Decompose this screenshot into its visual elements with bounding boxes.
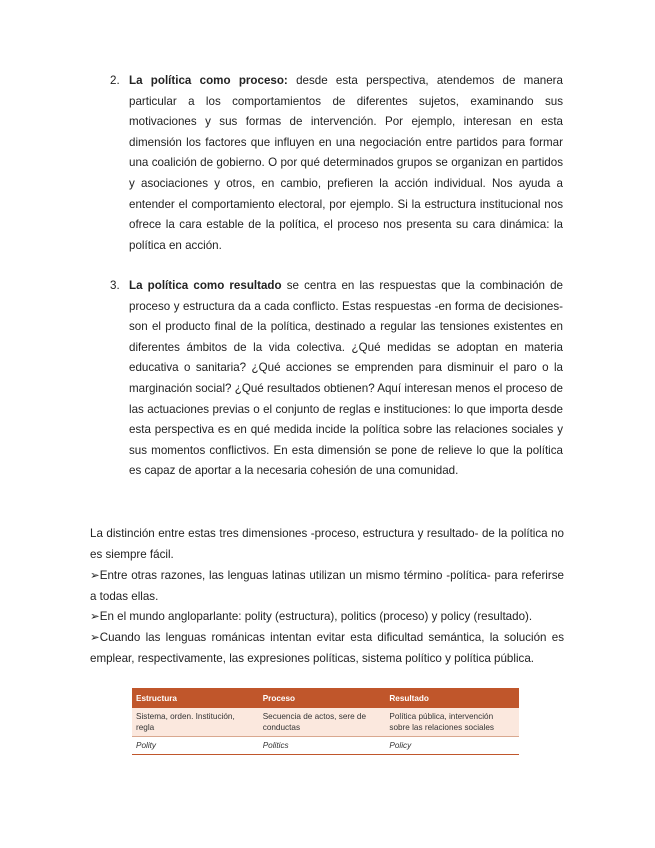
list-item-proceso — [110, 71, 563, 256]
list-item-lead: La política como resultado — [129, 279, 282, 292]
list-item-body — [129, 71, 563, 256]
list-item-text: desde esta perspectiva, atendemos de manera particular a los comportamientos de diferentes sujetos, examinando sus motivaciones y sus formas de intervención. Por ejemplo, interesan en esta dimensión los factores que influyen en una negociación entre partidos para formar una coalición de gobierno. O por qué determinados grupos se organizan en partidos y asociaciones y otros, en cambio, prefieren la acción individual. Nos ayuda a entender el comportamiento electoral, por ejemplo. Si la estructura institucional nos ofrece la cara estable de la política, el proceso nos presenta su cara dinámica: la política en acción. — [129, 74, 563, 252]
bullet-latin-languages: ➢Entre otras razones, las lenguas latinas utilizan un mismo término -política- para referirse a todas ellas. — [90, 569, 564, 603]
list-item-body — [129, 276, 563, 482]
dimensions-table — [132, 688, 519, 755]
table-cell: Polity — [132, 737, 259, 755]
list-number: 2. — [110, 74, 120, 87]
table-row — [132, 737, 519, 755]
header-resultado: Resultado — [385, 688, 519, 708]
table-header-row — [132, 688, 519, 708]
table-cell: Sistema, orden. Institución, regla — [132, 708, 259, 737]
table-cell: Secuencia de actos, sere de conductas — [259, 708, 386, 737]
list-number: 3. — [110, 279, 120, 292]
table-cell: Política pública, intervención sobre las relaciones sociales — [385, 708, 519, 737]
table-cell: Politics — [259, 737, 386, 755]
list-item-lead: La política como proceso: — [129, 74, 288, 87]
header-proceso: Proceso — [259, 688, 386, 708]
bullet-romance-languages: ➢Cuando las lenguas románicas intentan evitar esta dificultad semántica, la solución es emplear, respectivamente, las expresiones políticas, sistema político y política pública. — [90, 631, 564, 665]
intro-paragraph: La distinción entre estas tres dimensiones -proceso, estructura y resultado- de la política no es siempre fácil. — [90, 527, 564, 561]
table-cell: Policy — [385, 737, 519, 755]
bullet-anglo-world: ➢En el mundo angloparlante: polity (estructura), politics (proceso) y policy (resultado). — [90, 610, 533, 623]
header-estructura: Estructura — [132, 688, 259, 708]
list-item-resultado — [110, 276, 563, 482]
list-item-text: se centra en las respuestas que la combinación de proceso y estructura da a cada conflicto. Estas respuestas -en forma de decisiones- son el producto final de la política, destinado a regular las tensiones existentes en diferentes ámbitos de la vida colectiva. ¿Qué medidas se adoptan en materia educativa o sanitaria? ¿Qué acciones se emprenden para disminuir el paro o la marginación social? ¿Qué resultados obtienen? Aquí interesan menos el proceso de las actuaciones previas o el conjunto de reglas e instituciones: lo que importa desde esta perspectiva es en qué medida incide la política sobre las relaciones sociales y sus momentos conflictivos. En esta dimensión se pone de relieve lo que la política es capaz de aportar a la necesaria cohesión de una comunidad. — [129, 279, 563, 478]
table-row — [132, 708, 519, 737]
